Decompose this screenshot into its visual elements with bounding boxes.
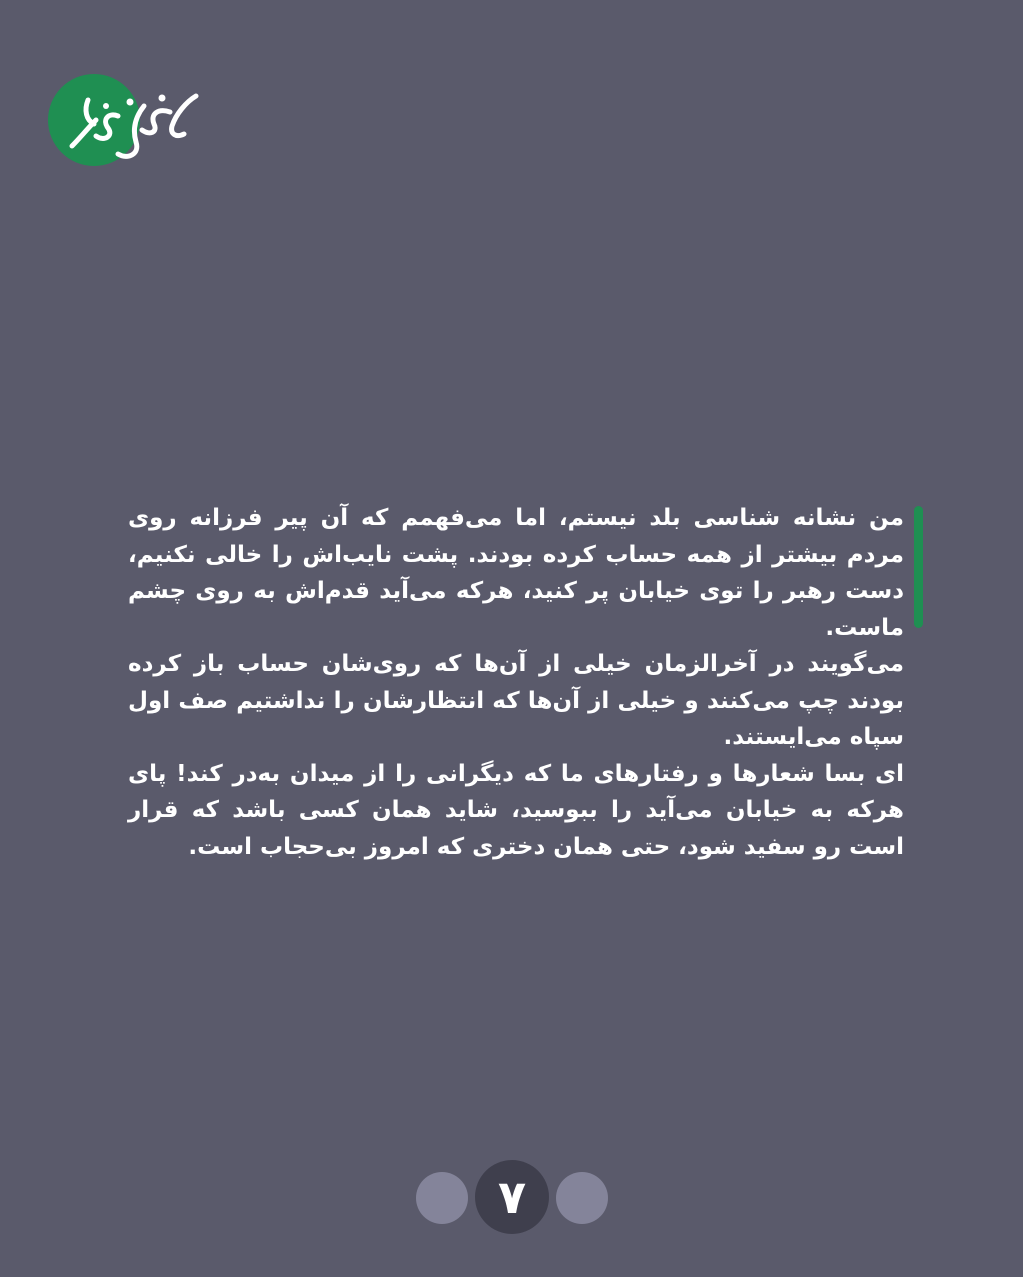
paragraph-2: می‌گویند در آخرالزمان خیلی از آن‌ها که روی‌شان حساب باز کرده بودند چپ می‌کنند و خیلی از آن‌ها که انتظارشان را نداشتیم صف اول سپاه می‌ایستند. [128, 651, 904, 750]
article-text [128, 500, 904, 865]
paragraph-1: من نشانه شناسی بلد نیستم، اما می‌فهمم که آن پیر فرزانه روی مردم بیشتر از همه حساب کرده بودند. پشت نایب‌اش را خالی نکنیم، دست رهبر را توی خیابان پر کنید، هرکه می‌آید قدم‌اش به روی چشم ماست. [128, 505, 904, 641]
quote-accent-bar [914, 506, 923, 628]
paragraph-3: ای بسا شعارها و رفتارهای ما که دیگرانی را از میدان به‌در کند! پای هرکه به خیابان می‌آید را ببوسید، شاید همان کسی باشد که قرار است رو سفید شود، حتی همان دختری که امروز بی‌حجاب است. [128, 760, 904, 860]
next-page-dot[interactable] [556, 1172, 608, 1224]
page-indicator [414, 1160, 610, 1234]
brand-logo [48, 72, 198, 172]
logo-calligraphy [58, 76, 203, 166]
previous-page-dot[interactable] [416, 1172, 468, 1224]
current-page-number: ۷ [475, 1160, 549, 1234]
